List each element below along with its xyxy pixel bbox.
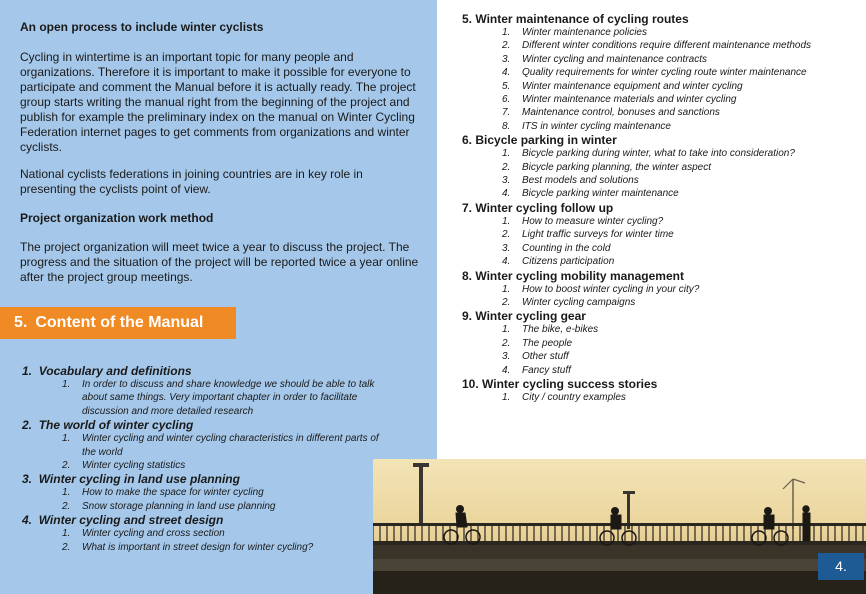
banner-number: 5. <box>14 314 28 331</box>
toc-item <box>62 527 422 540</box>
chapter-num: 6. <box>462 133 473 148</box>
banner-title: Content of the Manual <box>35 314 204 331</box>
chapter-heading <box>462 269 862 283</box>
toc-item <box>502 66 862 79</box>
toc-item <box>502 337 862 350</box>
item-text: Other stuff <box>522 351 569 363</box>
paragraph-federations: National cyclists federations in joining countries are in key role in presenting the cyclists point of view. <box>20 167 363 196</box>
item-num: 2. <box>502 337 511 349</box>
item-text: Counting in the cold <box>522 242 611 254</box>
toc-chapter <box>462 309 862 377</box>
item-text: Winter maintenance materials and winter cycling <box>522 94 737 106</box>
chapter-num: 7. <box>462 200 473 215</box>
item-text: Snow storage planning in land use planning <box>82 500 276 512</box>
toc-chapter <box>462 133 862 201</box>
item-num: 1. <box>502 283 511 295</box>
item-num: 1. <box>502 391 511 403</box>
toc-item <box>502 106 862 119</box>
chapter-title: Winter maintenance of cycling routes <box>475 12 689 26</box>
chapter-title: Winter cycling success stories <box>482 376 658 391</box>
item-text: Winter cycling and maintenance contracts <box>522 53 707 65</box>
cyclists-bridge-photo <box>373 459 866 594</box>
chapter-heading <box>462 12 862 26</box>
item-num: 2. <box>502 161 511 173</box>
toc-item <box>502 147 862 160</box>
item-num: 4. <box>502 67 511 79</box>
toc-chapter <box>462 269 862 310</box>
chapter-heading <box>462 201 862 215</box>
toc-chapter <box>462 12 862 133</box>
chapter-title: Winter cycling gear <box>475 309 586 324</box>
item-text: ITS in winter cycling maintenance <box>522 120 671 132</box>
item-text: Fancy stuff <box>522 364 571 376</box>
item-text: Bicycle parking winter maintenance <box>522 188 679 200</box>
toc-item <box>502 161 862 174</box>
content-banner <box>0 307 236 339</box>
item-num: 3. <box>502 175 511 187</box>
item-text: Quality requirements for winter cycling route winter maintenance <box>522 67 807 79</box>
item-num: 3. <box>502 351 511 363</box>
chapter-num: 2. <box>22 418 33 433</box>
toc-item <box>502 242 862 255</box>
toc-item <box>502 26 862 39</box>
chapter-title: Vocabulary and definitions <box>38 364 192 378</box>
toc-item <box>62 432 422 459</box>
paragraph-intro: Cycling in wintertime is an important topic for many people and organizations. Therefore it is important to make it possible for everyone to participate and comment the Manual before it is actually ready. The project group starts writing the manual right from the beginning of the project and publish for example the preliminary index on the manual on Winter Cycling Federation internet pages to get comments from organizations and winter cyclists. <box>20 50 416 154</box>
toc-item <box>502 174 862 187</box>
item-text: Light traffic surveys for winter time <box>522 229 674 241</box>
item-num: 2. <box>62 541 71 553</box>
toc-item <box>502 296 862 309</box>
toc-item <box>502 39 862 52</box>
chapter-num: 8. <box>462 268 473 283</box>
chapter-title: Winter cycling in land use planning <box>38 472 240 487</box>
item-num: 2. <box>62 500 71 512</box>
chapter-title: Bicycle parking in winter <box>475 133 617 148</box>
chapter-title: Winter cycling and street design <box>38 513 224 528</box>
toc-item <box>62 486 422 499</box>
chapter-num: 5. <box>462 12 473 26</box>
item-text: Winter cycling and winter cycling characteristics in different parts of the world <box>82 433 379 458</box>
toc-item <box>502 215 862 228</box>
chapter-title: Winter cycling mobility management <box>475 268 684 283</box>
toc-item <box>502 283 862 296</box>
toc-chapter <box>462 201 862 269</box>
item-num: 6. <box>502 94 511 106</box>
paragraph-work-method: The project organization will meet twice a year to discuss the project. The progress and the situation of the project will be reported twice a year online after the project group meetings. <box>20 240 419 284</box>
item-text: How to measure winter cycling? <box>522 215 664 227</box>
item-text: Best models and solutions <box>522 175 639 187</box>
item-num: 1. <box>502 324 511 336</box>
toc-item <box>502 187 862 200</box>
toc-item <box>502 93 862 106</box>
item-num: 2. <box>502 40 511 52</box>
chapter-heading <box>462 133 862 147</box>
item-text: Maintenance control, bonuses and sanctions <box>522 107 720 119</box>
item-num: 4. <box>502 364 511 376</box>
toc-chapter <box>462 377 862 404</box>
toc-item <box>502 391 862 404</box>
toc-item <box>502 350 862 363</box>
item-num: 1. <box>502 27 511 38</box>
chapter-heading <box>462 377 862 391</box>
item-text: The bike, e-bikes <box>522 324 599 336</box>
item-num: 1. <box>62 379 71 390</box>
toc-chapter <box>22 364 422 418</box>
toc-chapter <box>22 513 422 554</box>
item-text: Winter cycling and cross section <box>82 528 225 540</box>
toc-item <box>502 364 862 377</box>
item-text: Winter maintenance policies <box>522 27 647 38</box>
chapter-num: 10. <box>462 376 479 391</box>
chapter-heading <box>462 309 862 323</box>
item-text: How to make the space for winter cycling <box>82 487 264 499</box>
toc-item <box>62 378 422 418</box>
item-num: 2. <box>502 296 511 308</box>
section-heading-work-method: Project organization work method <box>20 211 214 225</box>
item-num: 3. <box>502 242 511 254</box>
item-text: Winter cycling statistics <box>82 460 186 472</box>
item-num: 8. <box>502 120 511 132</box>
toc-chapter <box>22 472 422 513</box>
item-num: 2. <box>62 460 71 472</box>
section-heading-open-process: An open process to include winter cyclists <box>20 20 264 34</box>
page-number-badge: 4. <box>818 553 864 580</box>
item-text: The people <box>522 337 573 349</box>
toc-item <box>62 541 422 554</box>
toc-item <box>502 80 862 93</box>
item-text: How to boost winter cycling in your city? <box>522 283 700 295</box>
item-text: What is important in street design for winter cycling? <box>82 541 314 553</box>
toc-item <box>62 500 422 513</box>
chapter-title: The world of winter cycling <box>38 418 194 433</box>
toc-item <box>502 120 862 133</box>
item-text: Winter maintenance equipment and winter cycling <box>522 80 743 92</box>
toc-item <box>502 255 862 268</box>
item-num: 1. <box>62 433 71 445</box>
item-text: Winter cycling campaigns <box>522 296 636 308</box>
item-num: 1. <box>502 215 511 227</box>
item-num: 4. <box>502 188 511 200</box>
chapter-num: 3. <box>22 472 33 487</box>
item-num: 3. <box>502 53 511 65</box>
item-text: In order to discuss and share knowledge we should be able to talk about same things. Very important chapter in order to facilitate discussion and more detailed research <box>82 379 375 417</box>
item-text: Citizens participation <box>522 256 615 268</box>
chapter-num: 1. <box>22 364 33 378</box>
chapter-title: Winter cycling follow up <box>475 200 614 215</box>
toc-item <box>502 323 862 336</box>
item-text: Bicycle parking during winter, what to take into consideration? <box>522 148 795 160</box>
item-text: Different winter conditions require different maintenance methods <box>522 40 812 52</box>
toc-chapter <box>22 418 422 472</box>
toc-right <box>462 12 862 404</box>
item-num: 2. <box>502 229 511 241</box>
toc-item <box>502 228 862 241</box>
item-text: Bicycle parking planning, the winter aspect <box>522 161 711 173</box>
item-num: 5. <box>502 80 511 92</box>
toc-left <box>22 364 422 554</box>
item-num: 1. <box>502 148 511 160</box>
toc-item <box>62 459 422 472</box>
item-num: 4. <box>502 256 511 268</box>
toc-item <box>502 53 862 66</box>
chapter-num: 9. <box>462 309 473 324</box>
item-num: 7. <box>502 107 511 119</box>
chapter-num: 4. <box>22 513 33 528</box>
item-num: 1. <box>62 528 71 540</box>
item-num: 1. <box>62 487 71 499</box>
item-text: City / country examples <box>522 391 626 403</box>
